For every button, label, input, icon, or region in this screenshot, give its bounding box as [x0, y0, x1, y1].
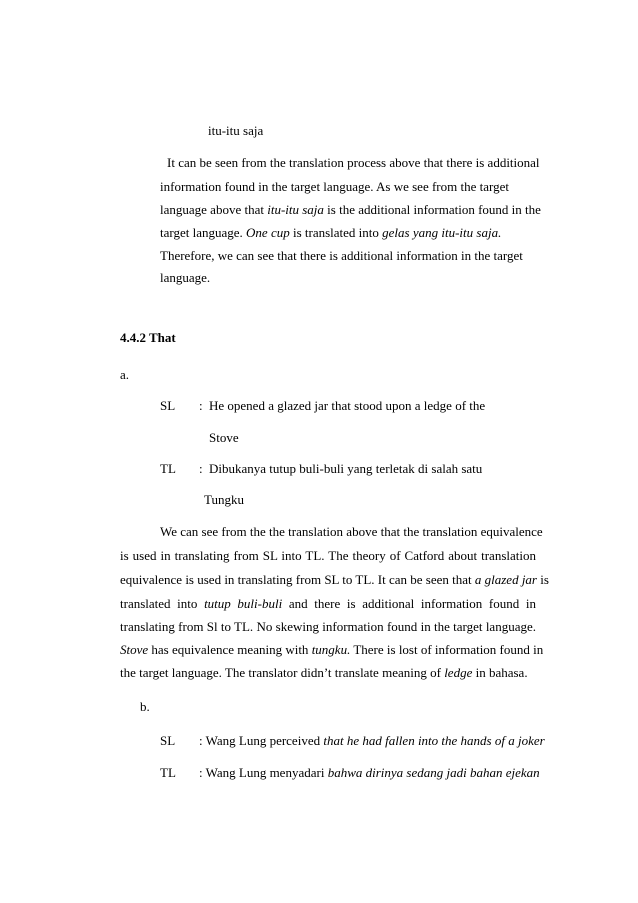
item-a-label: a.	[120, 367, 130, 382]
example-b-sl-label: SL	[160, 733, 176, 748]
para2-line-2: is used in translating from SL into TL. The theory of Catford about translation	[120, 548, 536, 563]
example-a-tl-label: TL	[160, 461, 176, 476]
example-a-sl-colon: :	[199, 398, 203, 413]
example-b-tl-text: : Wang Lung menyadari bahwa dirinya sedang jadi bahan ejekan	[199, 765, 540, 780]
para1-line-1: It can be seen from the translation process above that there is additional	[167, 155, 540, 170]
para2-line-5: translating from Sl to TL. No skewing information found in the target language.	[120, 619, 536, 634]
example-b-sl-text: : Wang Lung perceived that he had fallen into the hands of a joker	[199, 733, 545, 748]
example-a-sl-text: He opened a glazed jar that stood upon a ledge of the	[209, 398, 486, 413]
para2-line-6: Stove has equivalence meaning with tungku. There is lost of information found in	[120, 642, 544, 657]
carry-over-line: itu-itu saja	[208, 123, 264, 138]
example-a-sl-label: SL	[160, 398, 176, 413]
item-b-label: b.	[140, 699, 150, 714]
para1-line-5: Therefore, we can see that there is additional information in the target	[160, 248, 523, 263]
example-a-sl-continuation: Stove	[209, 430, 239, 445]
example-a-tl-text: Dibukanya tutup buli-buli yang terletak di salah satu	[209, 461, 483, 476]
example-a-tl-continuation: Tungku	[204, 492, 244, 507]
example-b-tl-label: TL	[160, 765, 176, 780]
para2-line-7: the target language. The translator didn’t translate meaning of ledge in bahasa.	[120, 665, 528, 680]
section-heading: 4.4.2 That	[120, 330, 176, 345]
para2-line-4: translated into tutup buli-buli and there is additional information found in	[120, 596, 536, 611]
para2-line-3: equivalence is used in translating from SL to TL. It can be seen that a glazed jar is	[120, 572, 549, 587]
example-a-tl-colon: :	[199, 461, 203, 476]
para1-line-6: language.	[160, 270, 211, 285]
para1-line-2: information found in the target language. As we see from the target	[160, 179, 509, 194]
para2-line-1: We can see from the the translation above that the translation equivalence	[160, 524, 543, 539]
para1-line-4: target language. One cup is translated into gelas yang itu-itu saja.	[160, 225, 502, 240]
para1-line-3: language above that itu-itu saja is the additional information found in the	[160, 202, 541, 217]
